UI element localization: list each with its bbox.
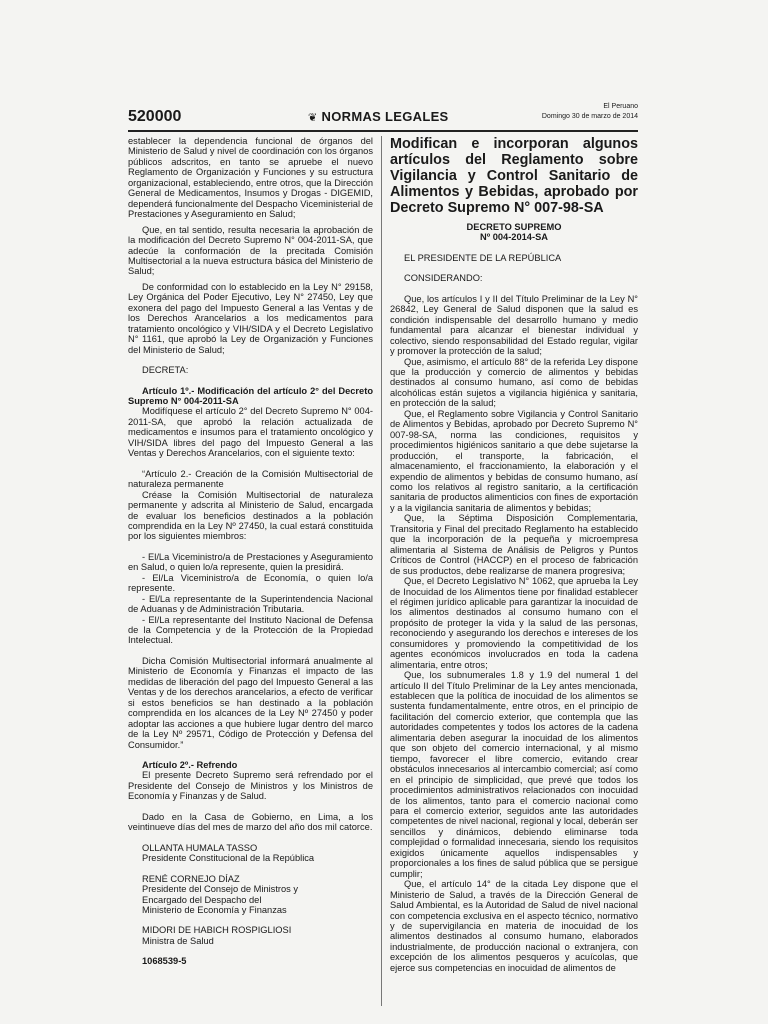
newspaper-name: El Peruano	[603, 103, 638, 110]
signature-block	[128, 874, 373, 916]
page-header	[128, 100, 638, 132]
president-heading: EL PRESIDENTE DE LA REPÚBLICA	[404, 252, 562, 263]
signatory-role: Ministerio de Economía y Finanzas	[142, 905, 287, 915]
signatory-role: Ministra de Salud	[142, 935, 214, 946]
member-item: - El/La Viceministro/a de Prestaciones y Aseguramiento en Salud, o quien lo/a represente, quien la presidirá.	[128, 551, 373, 573]
signature-block	[128, 843, 373, 864]
column-divider	[381, 136, 382, 1006]
quoted-article-heading: “Artículo 2.- Creación de la Comisión Multisectorial de naturaleza permanente	[128, 468, 373, 490]
decree-number: Nº 004-2014-SA	[480, 232, 548, 243]
publication-code: 1068539-5	[142, 956, 187, 967]
seal-icon: ❦	[308, 112, 318, 124]
article-2-body: El presente Decreto Supremo será refrendado por el Presidente del Consejo de Ministros y los Ministros de Economía y Finanzas y de Salud.	[128, 770, 373, 802]
decree-heading: DECRETO SUPREMO	[466, 222, 562, 232]
article-2-heading: Artículo 2º.- Refrendo	[142, 760, 238, 771]
signature-block	[128, 925, 373, 946]
newspaper-page	[128, 100, 638, 1020]
signatory-name: RENÉ CORNEJO DÍAZ	[142, 873, 240, 884]
header-info	[542, 102, 638, 122]
paragraph: Que, en tal sentido, resulta necesaria la aprobación de la modificación del Decreto Supremo N° 004-2011-SA, que adecúe la conformación de la precitada Comisión Multisectorial a la nueva estructura básica del Ministerio de Salud;	[128, 224, 373, 277]
quoted-article-body: Créase la Comisión Multisectorial de naturaleza permanente y adscrita al Ministerio de Salud, encargada de evaluar los beneficios destinados a la población comprendida en la Ley Nº 27450, la cual estará constituida por los siguientes miembros:	[128, 489, 373, 542]
paragraph: Que, el Reglamento sobre Vigilancia y Control Sanitario de Alimentos y Bebidas, aprobado por Decreto Supremo N° 007-98-SA, norma las condiciones, requisitos y procedimientos higiénicos sanitario a que debe sujetarse la producción, el transporte, la fabricación, el almacenamiento, el fraccionamiento, la elaboración y el expendio de alimentos y bebidas de consumo humano, así como los relativos al registro sanitario, a la certificación sanitaria de productos alimenticios con fines de exportación y a la vigilancia sanitaria de alimentos y bebidas;	[390, 408, 638, 513]
paragraph: Que, el Decreto Legislativo N° 1062, que aprueba la Ley de Inocuidad de los Alimentos tiene por finalidad establecer el régimen jurídico aplicable para garantizar la inocuidad de los alimentos destinados al consumo humano con el propósito de proteger la vida y la salud de las personas, reconociendo y asegurando los derechos e intereses de los consumidores y promoviendo la competitividad de los agentes económicos involucrados en toda la cadena alimentaria, entre otros;	[390, 576, 638, 670]
paragraph: Que, el artículo 14° de la citada Ley dispone que el Ministerio de Salud, a través de la Dirección General de Salud Ambiental, es la Autoridad de Salud de nivel nacional con competencia exclusiva en el aspecto técnico, normativo y de supervigilancia en materia de inocuidad de los alimentos destinados al consumo humano, elaborados industrialmente, de producción nacional o extranjera, con excepción de los alimentos pesqueros y acuícolas, que ejerce sus competencias en inocuidad de alimentos de	[390, 879, 638, 973]
publication-name	[308, 109, 449, 124]
member-item: - El/La representante de la Superintendencia Nacional de Aduanas y de Administración Tributaria.	[128, 593, 373, 615]
quoted-paragraph: Dicha Comisión Multisectorial informará anualmente al Ministerio de Economía y Finanzas el impacto de las medidas de liberación del pago del Impuesto General a las Ventas y de los derechos arancelarios, a efecto de verificar si estos beneficios se han destinado a la población comprendida en los alcances de la Ley Nº 27450 y poder adoptar las acciones a que hubiere lugar dentro del marco de la Ley Nº 29571, Código de Protección y Defensa del Consumidor.”	[128, 655, 373, 750]
paragraph: Que, los subnumerales 1.8 y 1.9 del numeral 1 del artículo II del Título Preliminar de la Ley antes mencionada, establecen que la política de inocuidad de los alimentos se sustenta fundamentalmente, entre otros, en el principio de facilitación del comercio exterior, que contempla que las autoridades competentes y todos los actores de la cadena alimentaria deben asegurar la inocuidad de los alimentos que son objeto del comercio internacional, y al mismo tiempo, favorecer el libre comercio, evitando crear obstáculos innecesarios al intercambio comercial; así como en el principio de simplicidad, que prevé que todos los procedimientos administrativos relacionados con inocuidad de los alimentos, tanto para el comercio nacional como para el comercio exterior, seguidos ante las autoridades competentes de nivel nacional, regional y local, deberán ser sencillos y dinámicos, debiendo eliminarse toda complejidad o formalidad innecesaria, siendo los requisitos exigidos únicamente aquellos indispensables y proporcionales a los fines de salud pública que se persigue cumplir;	[390, 670, 638, 879]
signatory-role: Presidente Constitucional de la República	[142, 853, 315, 864]
paragraph: De conformidad con lo establecido en la Ley N° 29158, Ley Orgánica del Poder Ejecutivo, Ley N° 27450, Ley que exonera del pago del Impuesto General a las Ventas y de los Derechos Arancelarios a los medicamentos para tratamiento oncológico y VIH/SIDA y el Decreto Legislativo N° 1161, que aprobó la Ley de Organización y Funciones del Ministerio de Salud;	[128, 281, 373, 355]
given-at: Dado en la Casa de Gobierno, en Lima, a los veintinueve días del mes de marzo del año dos mil catorce.	[128, 811, 373, 833]
signatory-role: Presidente del Consejo de Ministros y	[142, 884, 299, 895]
considerando-heading: CONSIDERANDO:	[404, 273, 483, 284]
signatory-role: Encargado del Despacho del	[142, 894, 262, 905]
publication-title: NORMAS LEGALES	[321, 109, 449, 124]
paragraph: Que, los artículos I y II del Título Preliminar de la Ley N° 26842, Ley General de Salud disponen que la salud es condición indispensable del desarrollo humano y medio fundamental para alcanzar el bienestar individual y colectivo, siendo responsabilidad del Estado regular, vigilar y promover la protección de la salud;	[390, 293, 638, 357]
article-1-heading: Artículo 1º.- Modificación del artículo 2° del Decreto Supremo N° 004-2011-SA	[128, 385, 373, 406]
decreta-heading: DECRETA:	[142, 365, 189, 376]
signatory-name: MIDORI DE HABICH ROSPIGLIOSI	[142, 925, 292, 936]
paragraph: Que, asimismo, el artículo 88° de la referida Ley dispone que la producción y comercio de alimentos y bebidas destinados al consumo humano, así como de bebidas alcohólicas están sujetos a vigilancia higiénica y sanitaria, en protección de la salud;	[390, 356, 638, 409]
article-1-body: Modifíquese el artículo 2° del Decreto Supremo N° 004-2011-SA, que aprobó la relación actualizada de medicamentos e insumos para el tratamiento oncológico y VIH/SIDA libres del pago del Impuesto General a las Ventas y Derechos Arancelarios, con el siguiente texto:	[128, 406, 373, 459]
publication-date: Domingo 30 de marzo de 2014	[541, 113, 638, 120]
right-column	[390, 136, 638, 973]
left-column	[128, 136, 373, 967]
paragraph: Que, la Séptima Disposición Complementaria, Transitoria y Final del precitado Reglamento ha establecido que la incorporación de la pequeña y microempresa alimentaria al Sistema de Análisis de Peligros y Puntos Críticos de Control (HACCP) en el proceso de fabricación de sus productos, debe realizarse de manera progresiva;	[390, 513, 638, 576]
member-item: - El/La Viceministro/a de Economía, o quien lo/a represente.	[128, 572, 373, 594]
paragraph: establecer la dependencia funcional de órganos del Ministerio de Salud y nivel de coordinación con los órganos públicos adscritos, en tanto se apruebe el nuevo Reglamento de Organización y Funciones y su estructura organizacional, estableciendo, entre otros, que la Dirección General de Medicamentos, Insumos y Drogas - DIGEMID, dependerá funcionalmente del Despacho Viceministerial de Prestaciones y Aseguramiento en Salud;	[128, 136, 373, 220]
article-title: Modifican e incorporan algunos artículos del Reglamento sobre Vigilancia y Control Sanitario de Alimentos y Bebidas, aprobado por Decreto Supremo N° 007-98-SA	[390, 136, 638, 216]
member-item: - El/La representante del Instituto Nacional de Defensa de la Competencia y de la Protección de la Propiedad Intelectual.	[128, 614, 373, 646]
signatory-name: OLLANTA HUMALA TASSO	[142, 842, 258, 853]
page-number: 520000	[128, 108, 182, 125]
